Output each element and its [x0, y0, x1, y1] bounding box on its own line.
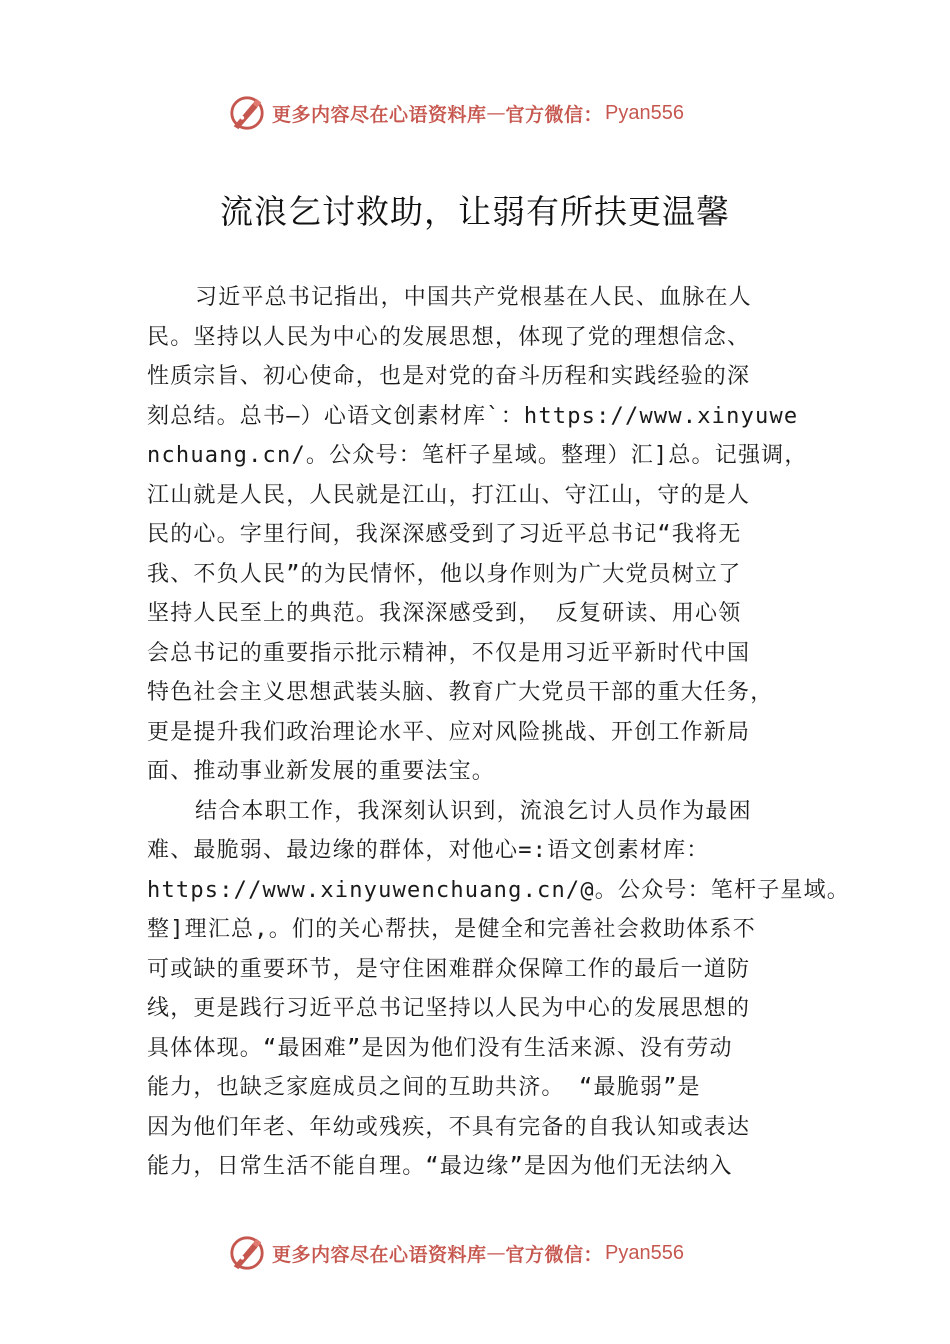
article-title: 流浪乞讨救助，让弱有所扶更温馨	[220, 192, 730, 231]
article-body	[147, 278, 850, 1187]
text-line: 线，更是践行习近平总书记坚持以人民为中心的发展思想的	[147, 996, 751, 1021]
text-line: 难、最脆弱、最边缘的群体，对他心=:语文创素材库：	[147, 838, 710, 863]
text-line: 整]理汇总,。们的关心帮扶，是健全和完善社会救助体系不	[147, 917, 756, 942]
text-line: 习近平总书记指出，中国共产党根基在人民、血脉在人	[195, 285, 752, 310]
text-line: 性质宗旨、初心使命，也是对党的奋斗历程和实践经验的深	[147, 364, 751, 389]
text-line: 能力，日常生活不能自理。“最边缘”是因为他们无法纳入	[147, 1154, 733, 1179]
text-line: 民的心。字里行间，我深深感受到了习近平总书记“我将无	[147, 522, 742, 547]
banner-label: 官方微信：	[505, 103, 604, 126]
text-line: 面、推动事业新发展的重要法宝。	[147, 759, 496, 784]
paragraph-2	[147, 792, 850, 1187]
text-line: nchuang.cn/。公众号：笔杆子星域。整理）汇]总。记强调，	[147, 443, 808, 468]
paragraph-1	[147, 278, 817, 792]
text-line: 特色社会主义思想武装头脑、教育广大党员干部的重大任务，	[147, 680, 774, 705]
banner-wechat-id: Pyan556	[605, 101, 684, 124]
text-line: 能力，也缺乏家庭成员之间的互助共济。 “最脆弱”是	[147, 1075, 701, 1100]
pen-logo-icon	[228, 94, 266, 132]
text-line: 结合本职工作，我深刻认识到，流浪乞讨人员作为最困	[195, 798, 752, 824]
text-line: 更是提升我们政治理论水平、应对风险挑战、开创工作新局	[147, 719, 751, 745]
banner-text: 更多内容尽在心语资料库	[272, 103, 487, 126]
pen-logo-icon	[228, 1234, 266, 1272]
text-line: 具体体现。“最困难”是因为他们没有生活来源、没有劳动	[147, 1035, 733, 1061]
text-line: 刻总结。总书—）心语文创素材库`：https://www.xinyuwe	[147, 403, 799, 429]
text-line: 可或缺的重要环节，是守住困难群众保障工作的最后一道防	[147, 956, 751, 982]
header-banner[interactable]	[228, 93, 748, 133]
banner-separator: —	[486, 1242, 506, 1264]
text-line: 我、不负人民”的为民情怀，他以身作则为广大党员树立了	[147, 561, 742, 587]
banner-separator: —	[486, 102, 506, 124]
text-line: 因为他们年老、年幼或残疾，不具有完备的自我认知或表达	[147, 1114, 751, 1140]
footer-banner[interactable]	[228, 1233, 748, 1273]
banner-label: 官方微信：	[505, 1243, 604, 1266]
text-line: 会总书记的重要指示批示精神，不仅是用习近平新时代中国	[147, 640, 751, 666]
banner-text: 更多内容尽在心语资料库	[272, 1243, 487, 1266]
text-line: 民。坚持以人民为中心的发展思想，体现了党的理想信念、	[147, 324, 751, 350]
text-line: 坚持人民至上的典范。我深深感受到， 反复研读、用心领	[147, 601, 742, 626]
text-line: https://www.xinyuwenchuang.cn/@。公众号：笔杆子星域。	[147, 877, 850, 903]
text-line: 江山就是人民，人民就是江山，打江山、守江山，守的是人	[147, 482, 751, 508]
banner-wechat-id: Pyan556	[605, 1241, 684, 1264]
